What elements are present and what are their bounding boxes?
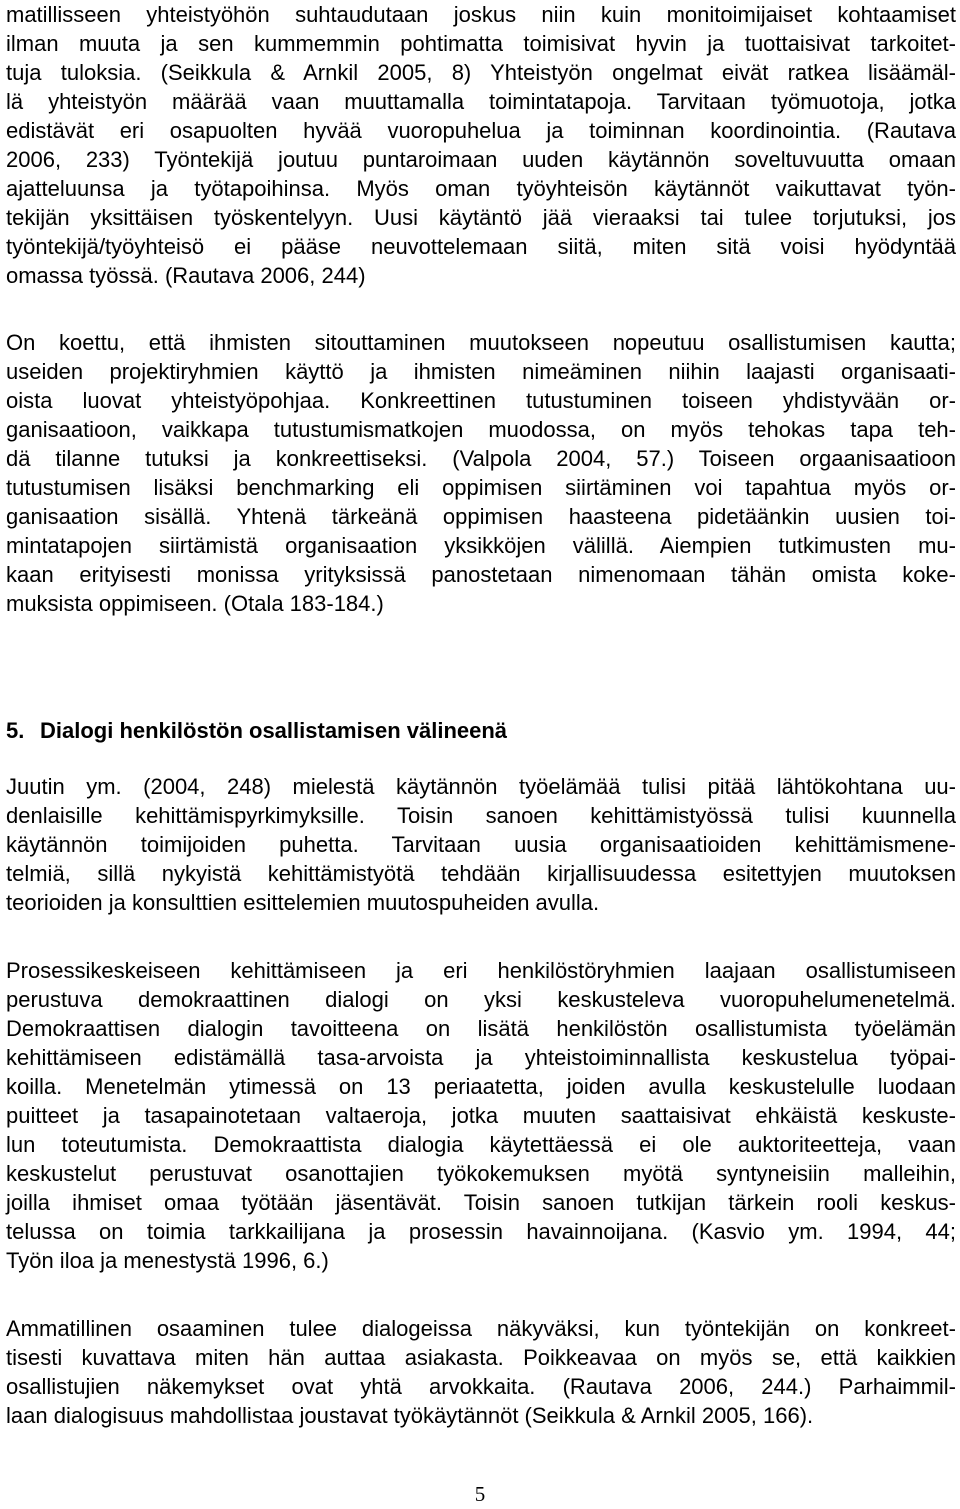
text-line: telussa on toimia tarkkailijana ja prosessin havainnoijana. (Kasvio ym. 1994, 44; <box>6 1219 956 1244</box>
text-line: käytännön toimijoiden puhetta. Tarvitaan uusia organisaatioiden kehittämismene- <box>6 832 956 857</box>
section-number: 5. <box>6 718 25 743</box>
paragraph-2 <box>6 328 956 618</box>
text-line: tisesti kuvattava miten hän auttaa asiakasta. Poikkeavaa on myös se, että kaikkien <box>6 1345 956 1370</box>
text-line: On koettu, että ihmisten sitouttaminen muutokseen nopeutuu osallistumisen kautta; <box>6 330 956 355</box>
text-line: työntekijä/työyhteisö ei pääse neuvottelemaan siitä, miten sitä voisi hyödyntää <box>6 234 956 259</box>
text-line: mintatapojen siirtämistä organisaation yksikköjen välillä. Aiempien tutkimusten mu- <box>6 533 956 558</box>
text-line: ganisaation sisällä. Yhtenä tärkeänä oppimisen haasteena pidetäänkin uusien toi- <box>6 504 956 529</box>
text-line: tekijän yksittäisen työskentelyyn. Uusi käytäntö jää vieraaksi tai tulee torjutuksi, jos <box>6 205 956 230</box>
text-line: Prosessikeskeiseen kehittämiseen ja eri henkilöstöryhmien laajaan osallistumiseen <box>6 958 956 983</box>
text-line: omassa työssä. (Rautava 2006, 244) <box>6 263 366 288</box>
text-line: Ammatillinen osaaminen tulee dialogeissa näkyväksi, kun työntekijän on konkreet- <box>6 1316 956 1341</box>
text-line: Juutin ym. (2004, 248) mielestä käytännön työelämää tulisi pitää lähtökohtana uu- <box>6 774 956 799</box>
text-line: osallistujien näkemykset ovat yhtä arvokkaita. (Rautava 2006, 244.) Parhaimmil- <box>6 1374 956 1399</box>
text-line: joilla ihmiset omaa työtään jäsentävät. Toisin sanoen tutkijan tärkein rooli keskus- <box>6 1190 956 1215</box>
text-line: Työn iloa ja menestystä 1996, 6.) <box>6 1248 329 1273</box>
text-line: ilman muuta ja sen kummemmin pohtimatta toimisivat hyvin ja tuottaisivat tarkoitet- <box>6 31 956 56</box>
paragraph-4 <box>6 956 956 1275</box>
paragraph-1 <box>6 0 956 290</box>
text-line: denlaisille kehittämispyrkimyksille. Toisin sanoen kehittämistyössä tulisi kuunnella <box>6 803 956 828</box>
text-line: tuja tuloksia. (Seikkula & Arnkil 2005, 8) Yhteistyön ongelmat eivät ratkea lisäämäl- <box>6 60 956 85</box>
paragraph-3 <box>6 772 956 917</box>
text-line: lä yhteistyön määrää vaan muuttamalla toimintatapoja. Tarvitaan työmuotoja, jotka <box>6 89 956 114</box>
section-title: Dialogi henkilöstön osallistamisen välineenä <box>40 718 508 743</box>
text-line: edistävät eri osapuolten hyvää vuoropuhelua ja toiminnan koordinointia. (Rautava <box>6 118 956 143</box>
text-line: keskustelut perustuvat osanottajien työkokemuksen myötä syntyneisiin malleihin, <box>6 1161 956 1186</box>
text-line: oista luovat yhteistyöpohjaa. Konkreettinen tutustuminen toiseen yhdistyvään or- <box>6 388 956 413</box>
text-line: koilla. Menetelmän ytimessä on 13 periaatetta, joiden avulla keskustelulle luodaan <box>6 1074 956 1099</box>
text-line: tutustumisen lisäksi benchmarking eli oppimisen siirtäminen voi tapahtua myös or- <box>6 475 956 500</box>
text-line: puitteet ja tasapainotetaan valtaeroja, jotka muuten saattaisivat ehkäistä keskuste- <box>6 1103 956 1128</box>
text-line: laan dialogisuus mahdollistaa joustavat työkäytännöt (Seikkula & Arnkil 2005, 166). <box>6 1403 814 1428</box>
text-line: useiden projektiryhmien käyttö ja ihmisten nimeäminen niihin laajasti organisaati- <box>6 359 956 384</box>
text-line: kehittämiseen edistämällä tasa-arvoista ja yhteistoiminnallista keskustelua työpai- <box>6 1045 956 1070</box>
text-line: Demokraattisen dialogin tavoitteena on lisätä henkilöstön osallistumista työelämän <box>6 1016 956 1041</box>
text-line: ganisaatioon, vaikkapa tutustumismatkojen muodossa, on myös tehokas tapa teh- <box>6 417 956 442</box>
text-line: muksista oppimiseen. (Otala 183-184.) <box>6 591 384 616</box>
section-heading <box>6 716 507 745</box>
page-number: 5 <box>474 1482 486 1506</box>
text-line: telmiä, sillä nykyistä kehittämistyötä tehdään kirjallisuudessa esitettyjen muutoksen <box>6 861 956 886</box>
text-line: lun toteutumista. Demokraattista dialogia käytettäessä ei ole auktoriteetteja, vaan <box>6 1132 956 1157</box>
text-line: perustuva demokraattinen dialogi on yksi keskusteleva vuoropuhelumenetelmä. <box>6 987 956 1012</box>
text-line: ajatteluunsa ja työtapoihinsa. Myös oman työyhteisön käytännöt vaikuttavat työn- <box>6 176 956 201</box>
text-line: matillisseen yhteistyöhön suhtaudutaan joskus niin kuin monitoimijaiset kohtaamiset <box>6 2 956 27</box>
text-line: kaan erityisesti monissa yrityksissä panostetaan nimenomaan tähän omista koke- <box>6 562 956 587</box>
paragraph-5 <box>6 1314 956 1430</box>
text-line: teorioiden ja konsulttien esittelemien muutospuheiden avulla. <box>6 890 600 915</box>
text-line: 2006, 233) Työntekijä joutuu puntaroimaan uuden käytännön soveltuvuutta omaan <box>6 147 956 172</box>
text-line: dä tilanne tutuksi ja konkreettiseksi. (Valpola 2004, 57.) Toiseen orgaanisaatioon <box>6 446 956 471</box>
